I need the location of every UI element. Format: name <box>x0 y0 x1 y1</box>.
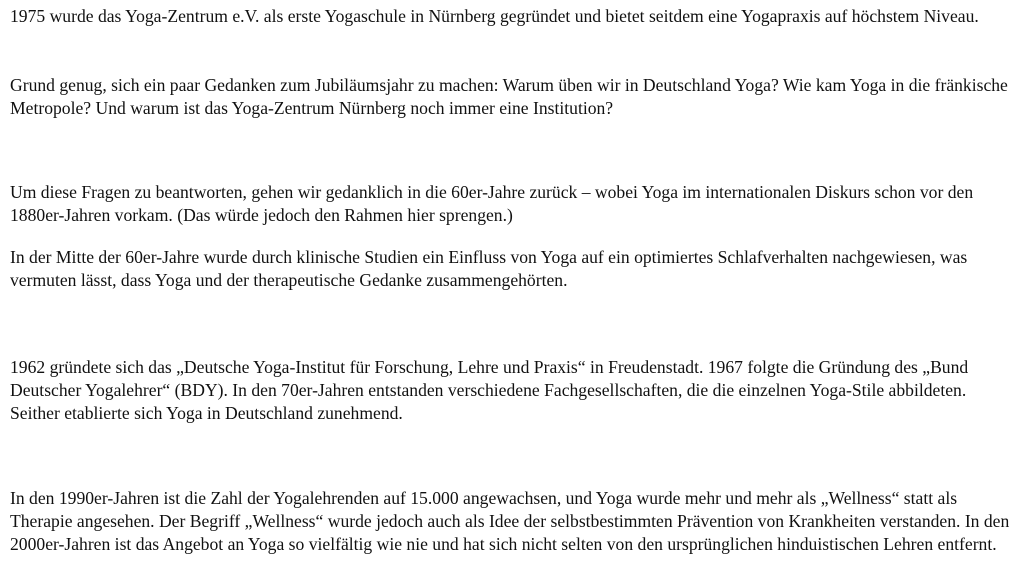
paragraph-clinical-studies: In der Mitte der 60er-Jahre wurde durch klinische Studien ein Einfluss von Yoga auf ein optimiertes Schlafverhalten nachgewiesen, was vermuten lässt, dass Yoga und der therapeutische Gedanke zusammengehörten. <box>10 247 968 290</box>
paragraph-institutes: 1962 gründete sich das „Deutsche Yoga-Institut für Forschung, Lehre und Praxis“ in Freudenstadt. 1967 folgte die Gründung des „Bund Deutscher Yogalehrer“ (BDY). In den 70er-Jahren entstanden verschiedene Fachgesellschaften, die die einzelnen Yoga-Stile abbildeten. Seither etablierte sich Yoga in Deutschland zunehmend. <box>10 357 969 423</box>
paragraph-anniversary-questions: Grund genug, sich ein paar Gedanken zum Jubiläumsjahr zu machen: Warum üben wir in Deutschland Yoga? Wie kam Yoga in die fränkische Metropole? Und warum ist das Yoga-Zentrum Nürnberg noch immer eine Institution? <box>10 75 1008 118</box>
paragraph-sixties: Um diese Fragen zu beantworten, gehen wir gedanklich in die 60er-Jahre zurück – wobei Yoga im internationalen Diskurs schon vor den 1880er-Jahren vorkam. (Das würde jedoch den Rahmen hier sprengen.) <box>10 182 974 225</box>
paragraph-founding: 1975 wurde das Yoga-Zentrum e.V. als erste Yogaschule in Nürnberg gegründet und bietet seitdem eine Yogapraxis auf höchstem Niveau. <box>10 6 979 26</box>
paragraph-nineties-wellness: In den 1990er-Jahren ist die Zahl der Yogalehrenden auf 15.000 angewachsen, und Yoga wurde mehr und mehr als „Wellness“ statt als Therapie angesehen. Der Begriff „Wellness“ wurde jedoch auch als Idee der selbstbestimmten Prävention von Krankheiten verstanden. In den 2000er-Jahren ist das Angebot an Yoga so vielfältig wie nie und hat sich nicht selten von den ursprünglichen hinduistischen Lehren entfernt. <box>10 488 1010 554</box>
